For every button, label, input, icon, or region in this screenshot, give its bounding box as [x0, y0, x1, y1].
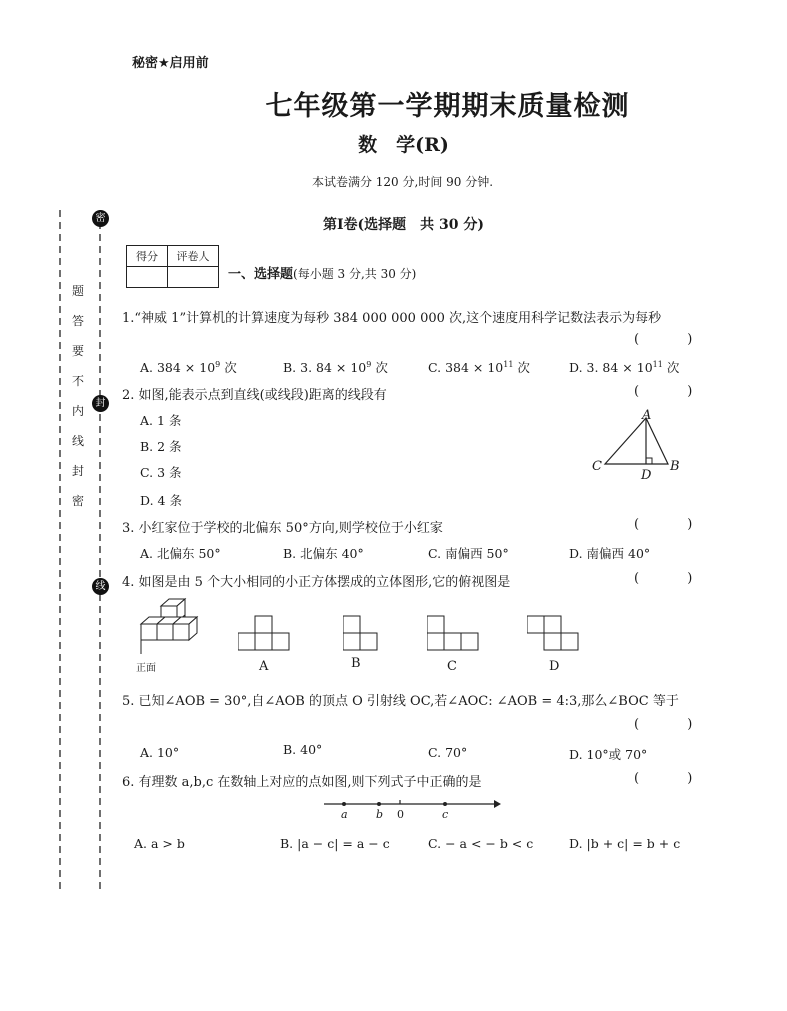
score-header: 得分 — [127, 246, 168, 267]
answer-bracket-4[interactable]: ( ) — [634, 571, 715, 586]
triangle-label-b: B — [670, 459, 680, 474]
exam-title: 七年级第一学期期末质量检测 — [265, 91, 630, 122]
q2-option-b[interactable]: B. 2 条 — [140, 439, 182, 454]
sidebar-char: 题 — [72, 284, 85, 298]
volume-title: 第Ⅰ卷(选择题 共 30 分) — [322, 217, 485, 233]
cube-figure — [135, 596, 205, 656]
answer-bracket-2[interactable]: ( ) — [634, 384, 715, 399]
answer-bracket-5[interactable]: ( ) — [634, 717, 715, 732]
top-view-d[interactable] — [527, 614, 579, 654]
q3-option-b[interactable]: B. 北偏东 40° — [283, 546, 364, 561]
seal-circle-mi: 密 — [92, 210, 109, 227]
top-view-a[interactable] — [238, 614, 290, 654]
score-table — [126, 245, 219, 288]
section-title: 一、选择题 — [228, 267, 294, 282]
q1-option-b[interactable]: B. 3. $84 \times 10^9$ 次 — [283, 359, 388, 375]
q6-option-b[interactable]: B. |a − c| = a − c — [280, 836, 390, 851]
grader-header: 评卷人 — [168, 246, 219, 267]
top-view-b[interactable] — [343, 614, 379, 654]
secret-label: 秘密★启用前 — [132, 56, 209, 71]
front-label: 正面 — [136, 663, 156, 674]
q2-option-a[interactable]: A. 1 条 — [140, 413, 182, 428]
section-heading — [228, 263, 416, 282]
q4-option-a[interactable]: A — [259, 659, 269, 674]
q2-option-c[interactable]: C. 3 条 — [140, 465, 182, 480]
q4-option-d[interactable]: D — [549, 659, 560, 674]
q6-option-d[interactable]: D. |b + c| = b + c — [569, 836, 681, 851]
question-3-stem: 3. 小红家位于学校的北偏东 50°方向,则学校位于小红家 — [122, 521, 443, 536]
q3-option-a[interactable]: A. 北偏东 50° — [140, 546, 221, 561]
sidebar-char: 封 — [72, 464, 85, 478]
sidebar-char: 答 — [72, 314, 85, 328]
q4-option-c[interactable]: C — [447, 659, 457, 674]
question-1-stem: 1.“神威 1”计算机的计算速度为每秒 384 000 000 000 次,这个速度用科学记数法表示为每秒 — [122, 311, 662, 326]
score-cell[interactable] — [127, 267, 168, 288]
triangle-label-d: D — [641, 468, 652, 483]
q5-option-d[interactable]: D. 10°或 70° — [569, 747, 648, 762]
triangle-label-c: C — [592, 459, 602, 474]
q6-option-a[interactable]: A. a > b — [134, 836, 185, 851]
question-6-stem: 6. 有理数 a,b,c 在数轴上对应的点如图,则下列式子中正确的是 — [122, 775, 482, 790]
seal-circle-xian: 线 — [92, 578, 109, 595]
section-subtitle: (每小题 3 分,共 30 分) — [293, 267, 417, 281]
sidebar-char: 内 — [72, 404, 85, 418]
seal-circle-feng: 封 — [92, 395, 109, 412]
question-2-stem: 2. 如图,能表示点到直线(或线段)距离的线段有 — [122, 388, 387, 403]
seal-line — [40, 200, 130, 900]
triangle-label-a: A — [642, 408, 652, 423]
q5-option-a[interactable]: A. 10° — [140, 745, 180, 760]
q5-option-c[interactable]: C. 70° — [428, 745, 468, 760]
triangle-figure — [600, 414, 672, 476]
answer-bracket-6[interactable]: ( ) — [634, 771, 715, 786]
q1-option-d[interactable]: D. 3. $84 \times 10^{11}$ 次 — [569, 359, 680, 375]
q1-option-a[interactable]: A. $384 \times 10^9$ 次 — [140, 359, 237, 375]
sidebar-char: 线 — [72, 434, 85, 448]
sidebar-char: 要 — [72, 344, 85, 358]
q2-option-d[interactable]: D. 4 条 — [140, 493, 182, 508]
q1-option-c[interactable]: C. $384 \times 10^{11}$ 次 — [428, 359, 530, 375]
answer-bracket-1[interactable]: ( ) — [634, 332, 715, 347]
answer-bracket-3[interactable]: ( ) — [634, 517, 715, 532]
top-view-c[interactable] — [427, 614, 479, 654]
question-4-stem: 4. 如图是由 5 个大小相同的小正方体摆成的立体图形,它的俯视图是 — [122, 575, 511, 590]
axis-label-zero: 0 — [397, 808, 404, 821]
axis-label-b: b — [376, 808, 384, 821]
grader-cell[interactable] — [168, 267, 219, 288]
q5-option-b[interactable]: B. 40° — [283, 742, 323, 757]
q4-option-b[interactable]: B — [351, 656, 361, 671]
exam-note: 本试卷满分 120 分,时间 90 分钟. — [311, 175, 494, 189]
q3-option-c[interactable]: C. 南偏西 50° — [428, 546, 509, 561]
sidebar-char: 不 — [72, 374, 85, 388]
question-5-stem: 5. 已知∠AOB = 30°,自∠AOB 的顶点 O 引射线 OC,若∠AOC: ∠AOB = 4:3,那么∠BOC 等于 — [122, 694, 679, 709]
axis-label-a: a — [341, 808, 348, 821]
sidebar-char: 密 — [72, 494, 85, 508]
q3-option-d[interactable]: D. 南偏西 40° — [569, 546, 651, 561]
exam-subject: 数 学(R) — [358, 134, 449, 156]
q6-option-c[interactable]: C. − a < − b < c — [428, 836, 534, 851]
axis-label-c: c — [442, 808, 449, 821]
